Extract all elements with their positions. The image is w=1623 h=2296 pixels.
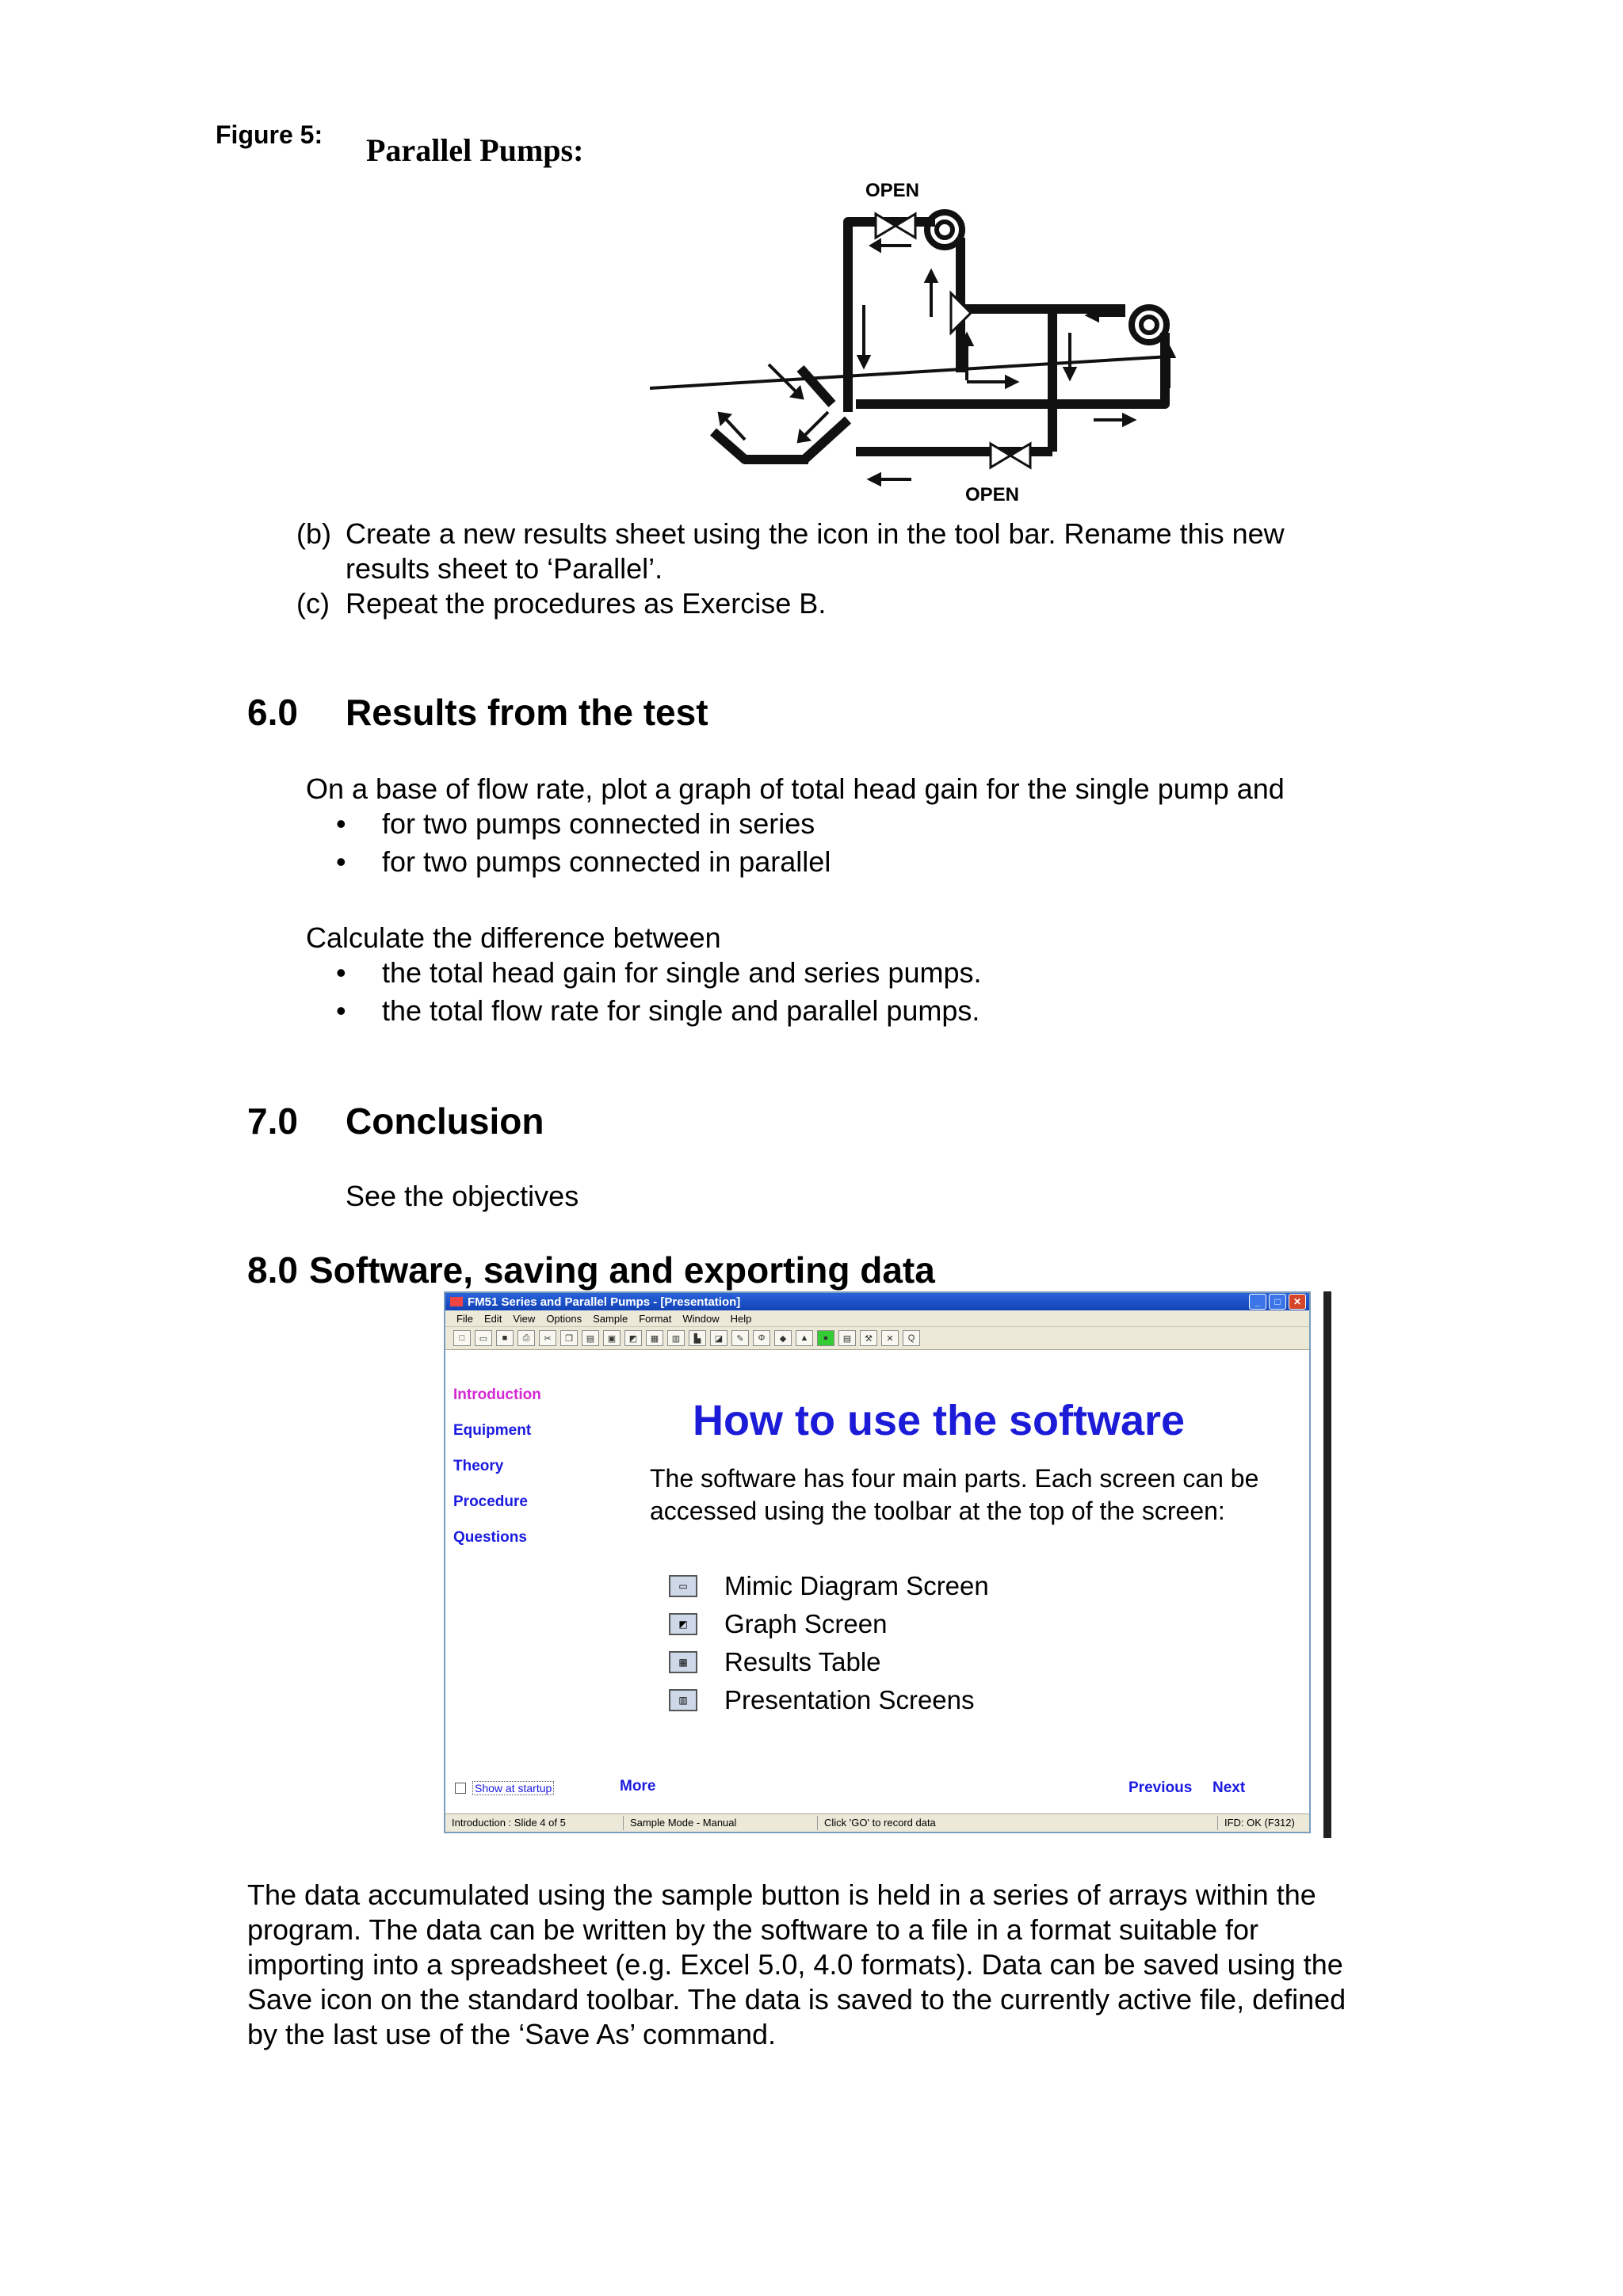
slide-heading: How to use the software (693, 1397, 1186, 1444)
graph-icon[interactable]: ◩ (624, 1330, 642, 1346)
menu-help[interactable]: Help (730, 1312, 752, 1325)
window-titlebar (445, 1293, 1309, 1310)
menu-bar (445, 1310, 1309, 1327)
next-link[interactable]: Next (1212, 1779, 1246, 1796)
figure-title: Parallel Pumps: (366, 132, 584, 168)
step-b-marker: (b) (296, 517, 331, 550)
paste-icon[interactable]: ▤ (582, 1330, 599, 1346)
menu-file[interactable]: File (456, 1312, 473, 1325)
step-b-line1: Create a new results sheet using the icon in the tool bar. Rename this new (346, 517, 1285, 550)
chart-icon[interactable]: ▙ (689, 1330, 706, 1346)
slide-body: The software has four main parts. Each screen can be accessed using the toolbar at the top of the screen: (650, 1464, 1259, 1525)
more-link[interactable]: More (620, 1778, 656, 1794)
section-7-number: 7.0 (247, 1100, 298, 1142)
closing-line-2: program. The data can be written by the software to a file in a format suitable for (247, 1913, 1258, 1946)
status-mode: Sample Mode - Manual (624, 1816, 818, 1830)
new-icon[interactable]: □ (453, 1330, 471, 1346)
close-icon[interactable]: ✕ (1289, 1294, 1306, 1310)
menu-options[interactable]: Options (546, 1312, 582, 1325)
section-7-text: See the objectives (346, 1180, 579, 1212)
step-c-line1: Repeat the procedures as Exercise B. (346, 587, 827, 620)
section-7-title: Conclusion (346, 1100, 544, 1142)
calc-intro: Calculate the difference between (306, 921, 721, 954)
nav-equipment[interactable]: Equipment (453, 1422, 532, 1439)
save-icon[interactable]: ■ (496, 1330, 514, 1346)
nav-introduction[interactable]: Introduction (453, 1386, 541, 1403)
calc-list (336, 954, 981, 1030)
menu-view[interactable]: View (513, 1312, 536, 1325)
closing-line-1: The data accumulated using the sample button is held in a series of arrays within the (247, 1878, 1316, 1911)
app-icon (450, 1297, 463, 1306)
step-b-line2: results sheet to ‘Parallel’. (346, 552, 663, 585)
nav-procedure[interactable]: Procedure (453, 1493, 528, 1510)
list-item: • for two pumps connected in parallel (336, 845, 831, 878)
new-results-icon[interactable]: ◪ (710, 1330, 727, 1346)
closing-paragraph (247, 1878, 1346, 2052)
open-icon[interactable]: ▭ (475, 1330, 492, 1346)
list-item: ▭ Mimic Diagram Screen (669, 1567, 989, 1605)
section-6-number: 6.0 (247, 692, 298, 733)
window-frame-edge (1323, 1291, 1331, 1838)
previous-link[interactable]: Previous (1128, 1779, 1193, 1796)
closing-line-5: by the last use of the ‘Save As’ command. (247, 2018, 777, 2050)
graph-icon: ◩ (669, 1613, 697, 1635)
status-ifd: IFD: OK (F312) (1224, 1817, 1295, 1829)
nav-theory[interactable]: Theory (453, 1458, 504, 1474)
list-item: • for two pumps connected in series (336, 807, 815, 840)
phi-icon[interactable]: Φ (753, 1330, 770, 1346)
table-icon[interactable]: ▦ (646, 1330, 663, 1346)
section-6-intro: On a base of flow rate, plot a graph of total head gain for the single pump and (306, 772, 1285, 805)
cut-icon[interactable]: ✂ (539, 1330, 556, 1346)
delete-icon[interactable]: ✕ (881, 1330, 899, 1346)
presentation-icon: ▥ (669, 1689, 697, 1711)
book-icon[interactable]: ◆ (774, 1330, 792, 1346)
figure-label: Figure 5: (216, 120, 323, 149)
menu-window[interactable]: Window (682, 1312, 720, 1325)
step-c-marker: (c) (296, 587, 330, 620)
menu-edit[interactable]: Edit (483, 1312, 502, 1325)
window-title: FM51 Series and Parallel Pumps - [Presentation] (468, 1295, 741, 1309)
copy-icon[interactable]: ❐ (560, 1330, 578, 1346)
open-label-top: OPEN (865, 180, 920, 201)
graduation-icon[interactable]: ▲ (796, 1330, 813, 1346)
show-at-startup[interactable] (455, 1781, 554, 1795)
list-item: • the total flow rate for single and parallel pumps. (336, 994, 980, 1027)
wrench-icon[interactable]: ⚒ (860, 1330, 877, 1346)
status-bar (445, 1814, 1309, 1832)
section-8-title: Software, saving and exporting data (309, 1249, 935, 1291)
mimic-diagram-icon: ▭ (669, 1575, 697, 1597)
startup-checkbox[interactable] (455, 1783, 466, 1794)
series-parallel-list (336, 805, 831, 881)
edit-icon[interactable]: ✎ (731, 1330, 749, 1346)
maximize-icon[interactable]: □ (1269, 1294, 1286, 1310)
side-nav (453, 1386, 541, 1565)
minimize-icon[interactable]: _ (1249, 1294, 1266, 1310)
print-icon[interactable]: ⎙ (517, 1330, 535, 1346)
toolbar (445, 1327, 1309, 1350)
table-icon: ▦ (669, 1651, 697, 1673)
closing-line-3: importing into a spreadsheet (e.g. Excel 5.0, 4.0 formats). Data can be saved using the (247, 1948, 1343, 1981)
open-label-bottom: OPEN (965, 484, 1020, 505)
software-window (444, 1291, 1311, 1833)
menu-sample[interactable]: Sample (593, 1312, 628, 1325)
list-item: ▥ Presentation Screens (669, 1681, 989, 1719)
section-6-title: Results from the test (346, 692, 708, 733)
status-hint: Click 'GO' to record data (818, 1816, 1218, 1830)
zoom-icon[interactable]: Q (903, 1330, 920, 1346)
presentation-icon[interactable]: ▥ (667, 1330, 685, 1346)
list-item: ◩ Graph Screen (669, 1605, 989, 1643)
section-8-number: 8.0 (247, 1249, 298, 1291)
list-item: ▦ Results Table (669, 1643, 989, 1681)
status-slide: Introduction : Slide 4 of 5 (445, 1816, 624, 1830)
list-item: • the total head gain for single and series pumps. (336, 956, 982, 989)
printer-icon[interactable]: ▤ (838, 1330, 856, 1346)
mimic-diagram-icon[interactable]: ▣ (603, 1330, 621, 1346)
startup-label: Show at startup (472, 1781, 554, 1795)
closing-line-4: Save icon on the standard toolbar. The data is saved to the currently active file, defined (247, 1983, 1346, 2016)
go-icon[interactable]: ● (817, 1330, 834, 1346)
screen-list (669, 1567, 989, 1719)
parallel-pumps-diagram (650, 174, 1189, 507)
menu-format[interactable]: Format (639, 1312, 672, 1325)
nav-questions[interactable]: Questions (453, 1529, 527, 1546)
